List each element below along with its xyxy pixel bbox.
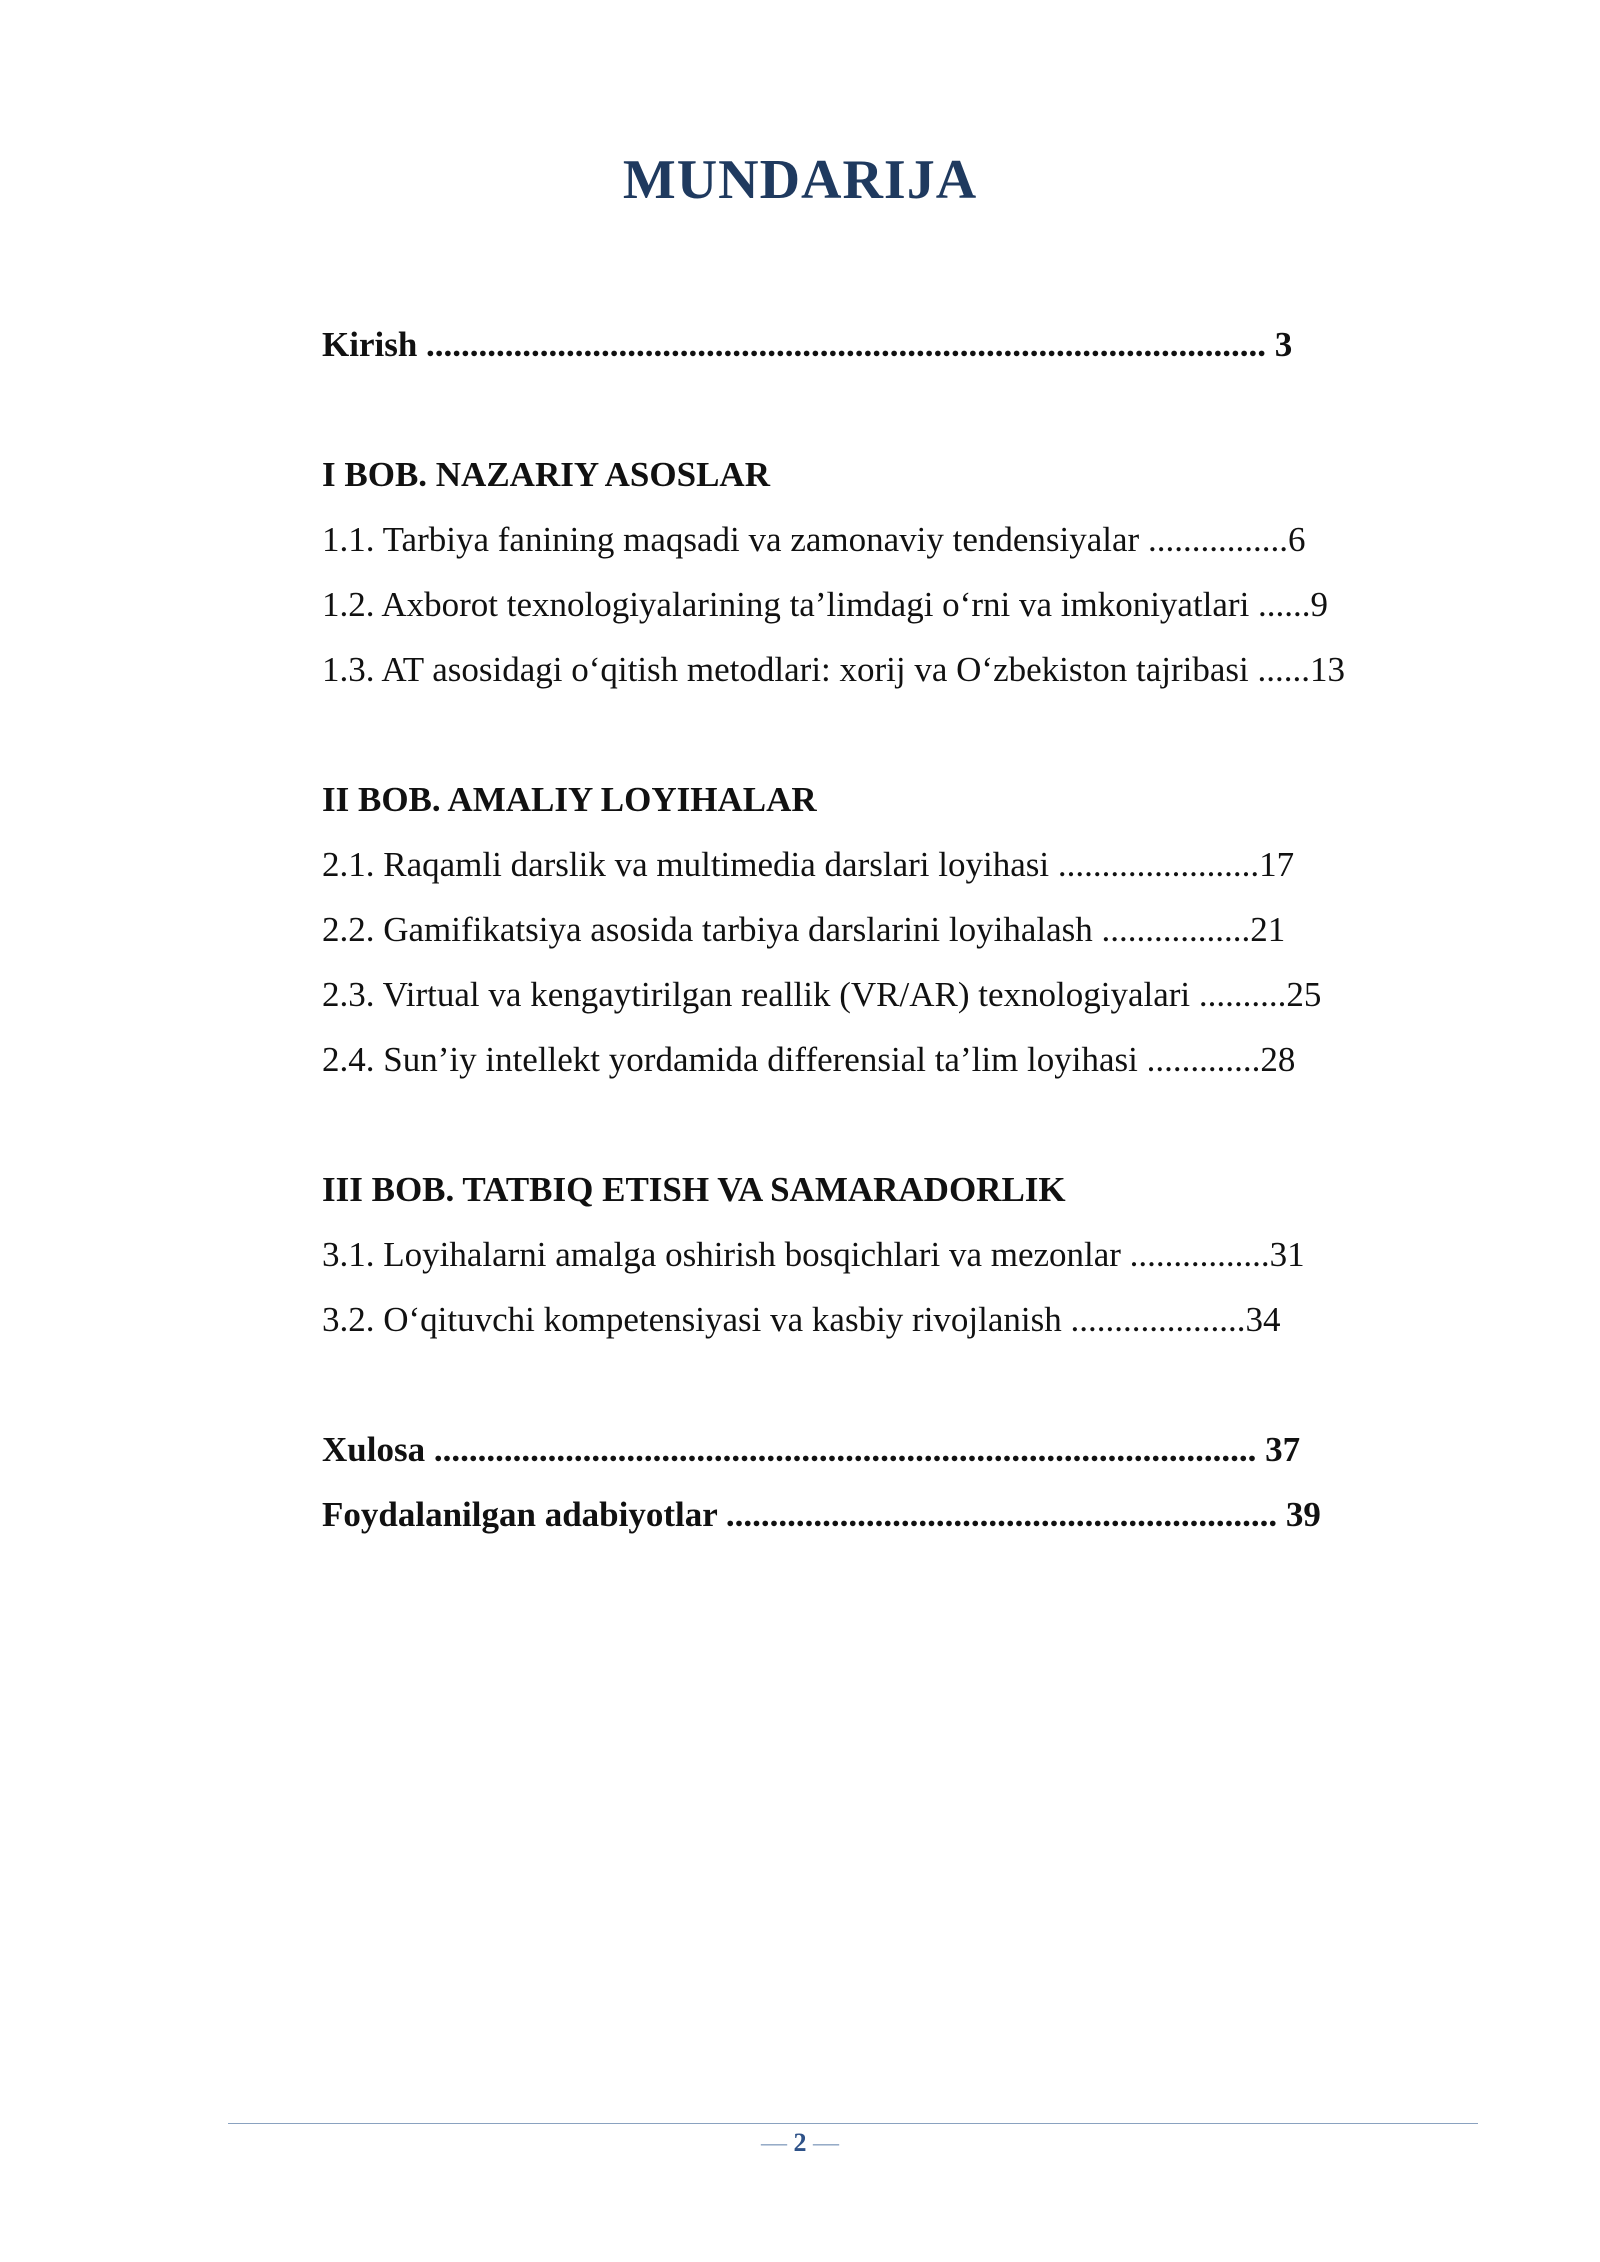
toc-entry-conclusion[interactable]: Xulosa .............................................................................................. 37 [322, 1430, 1301, 1469]
page-number: 2 [793, 2128, 807, 2157]
footer-divider [228, 2123, 1478, 2124]
chapter-2-heading: II BOB. AMALIY LOYIHALAR [322, 780, 817, 819]
toc-entry-2-2[interactable]: 2.2. Gamifikatsiya asosida tarbiya darslarini loyihalash .................21 [322, 910, 1286, 949]
page-title: MUNDARIJA [622, 149, 978, 211]
toc-entry-intro[interactable]: Kirish ................................................................................................ 3 [322, 325, 1293, 364]
table-of-contents [322, 312, 1442, 1547]
toc-entry-2-3[interactable]: 2.3. Virtual va kengaytirilgan reallik (VR/AR) texnologiyalari ..........25 [322, 975, 1322, 1014]
toc-entry-3-2[interactable]: 3.2. O‘qituvchi kompetensiyasi va kasbiy rivojlanish ....................34 [322, 1300, 1281, 1339]
toc-entry-2-4[interactable]: 2.4. Sun’iy intellekt yordamida differensial ta’lim loyihasi .............28 [322, 1040, 1296, 1079]
toc-gap [322, 702, 1442, 767]
toc-entry-1-3[interactable]: 1.3. AT asosidagi o‘qitish metodlari: xorij va O‘zbekiston tajribasi ......13 [322, 650, 1345, 689]
toc-gap [322, 1092, 1442, 1157]
toc-entry-references[interactable]: Foydalanilgan adabiyotlar ............................................................... 39 [322, 1495, 1321, 1534]
footer-dash-left: — [761, 2128, 787, 2157]
toc-entry-2-1[interactable]: 2.1. Raqamli darslik va multimedia darslari loyihasi .......................17 [322, 845, 1295, 884]
toc-entry-3-1[interactable]: 3.1. Loyihalarni amalga oshirish bosqichlari va mezonlar ................31 [322, 1235, 1305, 1274]
chapter-1-heading: I BOB. NAZARIY ASOSLAR [322, 455, 770, 494]
page-number-footer [0, 2128, 1600, 2158]
toc-gap [322, 377, 1442, 442]
footer-dash-right: — [813, 2128, 839, 2157]
toc-entry-1-2[interactable]: 1.2. Axborot texnologiyalarining ta’limdagi o‘rni va imkoniyatlari ......9 [322, 585, 1329, 624]
chapter-3-heading: III BOB. TATBIQ ETISH VA SAMARADORLIK [322, 1170, 1066, 1209]
toc-gap [322, 1352, 1442, 1417]
toc-entry-1-1[interactable]: 1.1. Tarbiya fanining maqsadi va zamonaviy tendensiyalar ................6 [322, 520, 1306, 559]
